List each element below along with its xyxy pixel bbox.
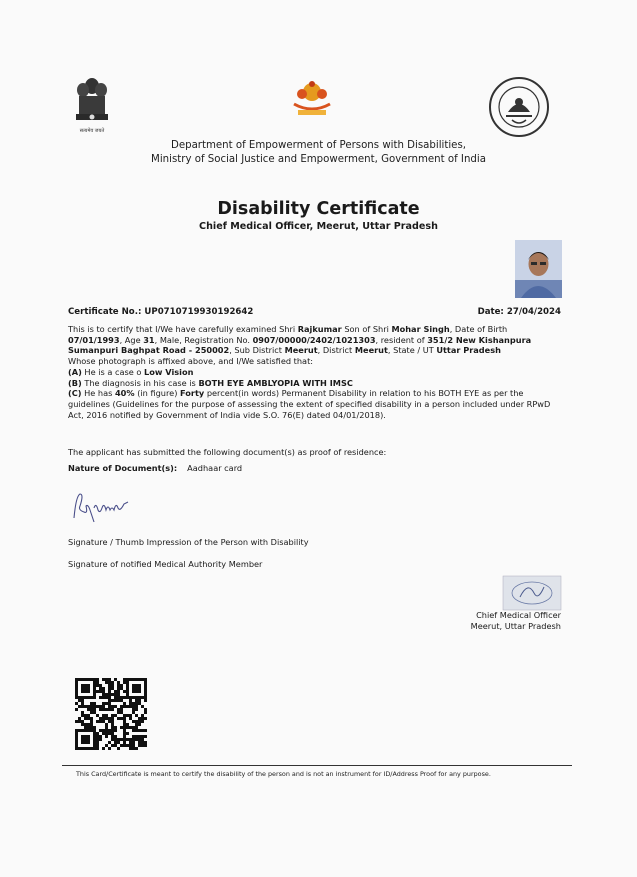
cmo-stamp — [502, 575, 562, 611]
district: Meerut — [354, 345, 388, 356]
footer-disclaimer: This Card/Certificate is meant to certify the disability of the person and is not an instrument for ID/Address Proof for any purpose. — [76, 770, 491, 778]
certificate-number-label: Certificate No.: — [68, 307, 142, 317]
footer-divider — [62, 765, 572, 766]
photo-statement: Whose photograph is affixed above, and I/We satisfied that: — [68, 356, 314, 367]
disability-percent: 40% — [114, 388, 135, 399]
sugamya-logo — [286, 80, 338, 120]
disability-type: Low Vision — [144, 366, 194, 377]
national-emblem-logo — [70, 74, 114, 136]
certificate-date — [478, 307, 561, 317]
residence-statement: The applicant has submitted the following document(s) as proof of residence: — [68, 447, 387, 457]
registration-number: 0907/00000/2402/1021303 — [252, 334, 376, 345]
certificate-title: Disability Certificate — [217, 199, 420, 219]
father-name: Mohar Singh — [391, 324, 450, 334]
document-value: Aadhaar card — [187, 463, 243, 473]
applicant-photo — [515, 240, 562, 298]
disability-percent-words: Forty — [180, 388, 205, 399]
qr-code[interactable] — [75, 678, 147, 750]
department-heading — [0, 139, 637, 166]
clause-b: (B) The diagnosis in his case is BOTH EYE AMBLYOPIA WITH IMSC — [68, 377, 353, 388]
document-label: Nature of Document(s): — [68, 463, 178, 473]
certificate-subtitle: Chief Medical Officer, Meerut, Uttar Pradesh — [199, 221, 438, 232]
person-name: Rajkumar — [297, 324, 342, 334]
clause-c: (C) He has 40% (in figure) Forty percent(in words) Permanent Disability in relation to his BOTH EYE as per the guidelines (Guidelines for the purpose of assessing the extent of specified disability in a person included under RPwD Act, 2016 notified by Government of India vide S.O. 76(E) dated 04/01/2018). — [68, 388, 551, 420]
date-of-birth: 07/01/1993 — [68, 334, 120, 345]
emblem-caption: सत्यमेव जयते — [79, 128, 105, 134]
certification-body — [68, 324, 563, 420]
certificate-number-value: UP0710719930192642 — [144, 307, 254, 317]
cmo-title: Chief Medical Officer — [476, 610, 561, 620]
state: Uttar Pradesh — [436, 345, 501, 356]
medical-member-signature-label: Signature of notified Medical Authority Member — [68, 559, 263, 569]
cmo-location: Meerut, Uttar Pradesh — [470, 621, 561, 631]
age: 31 — [143, 334, 155, 345]
cmo-designation — [471, 610, 561, 632]
sub-district: Meerut — [284, 345, 318, 356]
uttar-pradesh-seal-logo — [488, 76, 550, 138]
certificate-date-value: 27/04/2024 — [506, 307, 561, 317]
nature-of-document — [68, 463, 242, 473]
clause-a: (A) He is a case o Low Vision — [68, 366, 194, 377]
department-line-1: Department of Empowerment of Persons with Disabilities, — [170, 140, 466, 151]
certificate-number — [68, 307, 253, 317]
diagnosis: BOTH EYE AMBLYOPIA WITH IMSC — [198, 377, 353, 388]
address: 351/2 New Kishanpura Sumanpuri Baghpat Road - 250002 — [68, 334, 532, 356]
certificate-date-label: Date: — [477, 307, 504, 317]
applicant-signature-caption: Signature / Thumb Impression of the Person with Disability — [68, 537, 309, 547]
department-line-2: Ministry of Social Justice and Empowerment, Government of India — [151, 153, 486, 165]
certification-statement: This is to certify that I/We have carefully examined Shri Rajkumar Son of Shri Mohar Singh, Date of Birth 07/01/1993, Age 31, Male, Registration No. 0907/00000/2402/1021303, resident of 351/2 New Kishanpura Sumanpuri Baghpat Road - 250002, Sub District Meerut, District Meerut, State / UT Uttar Pradesh — [68, 324, 532, 356]
applicant-signature — [70, 488, 132, 526]
